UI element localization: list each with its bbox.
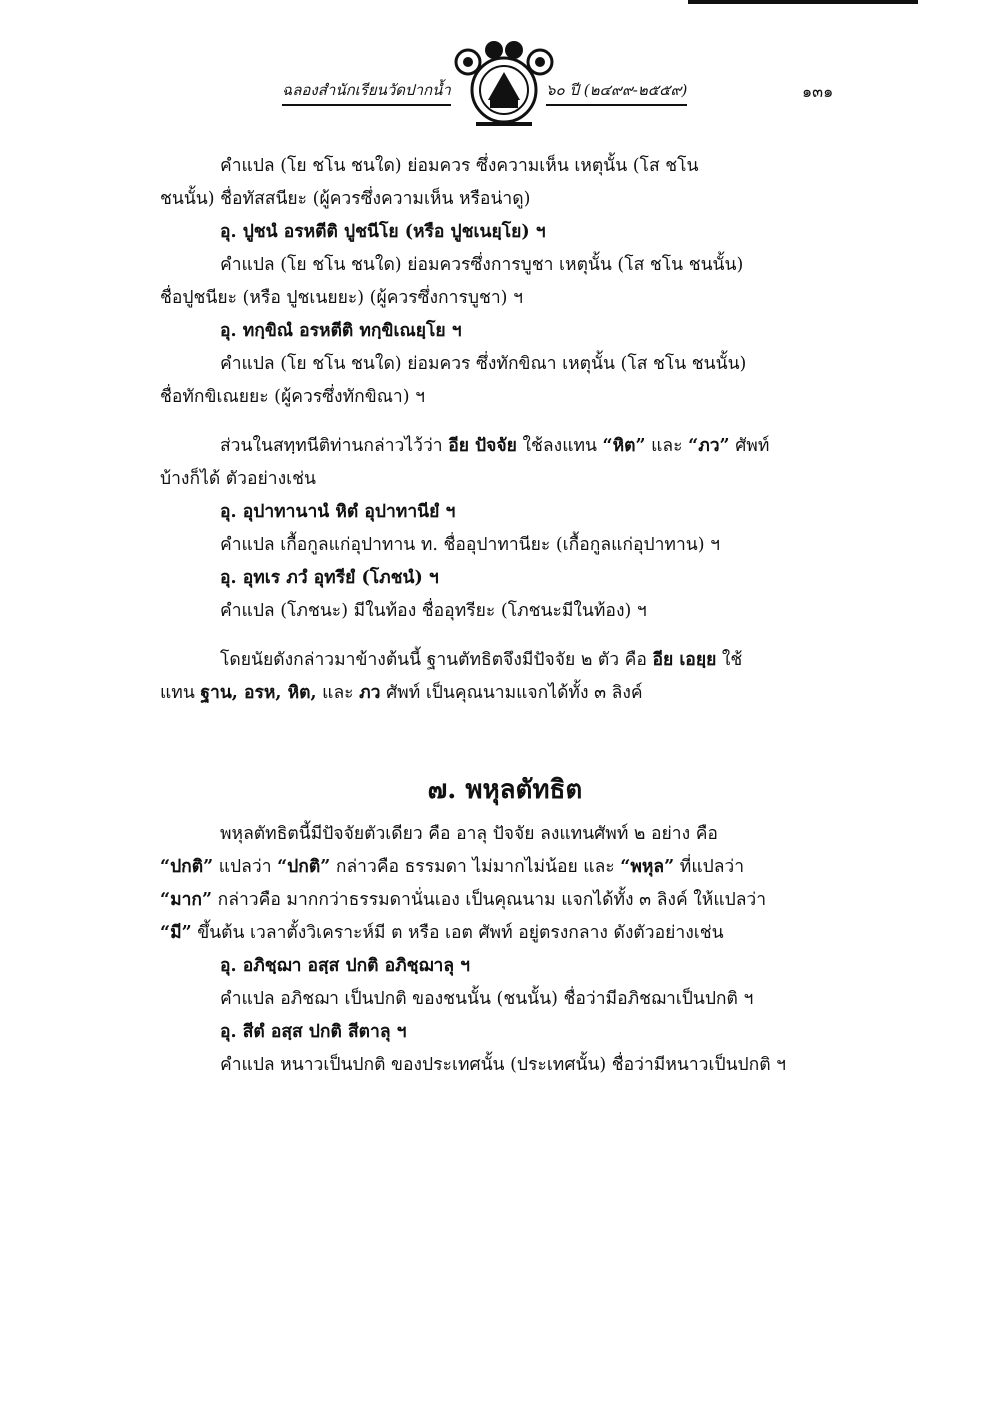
text-run: โดยนัยดังกล่าวมาข้างต้นนี้ ฐานตัทธิตจึงมีปัจจัย ๒ ตัว คือ [220,650,653,670]
example-line [160,562,850,595]
translation-line: คำแปล (โย ชโน ชนใด) ย่อมควร ซึ่งความเห็น เหตุนั้น (โส ชโน [220,156,699,176]
page-header [282,40,872,132]
translation-line: ชนนั้น) ชื่อทัสสนียะ (ผู้ควรซึ่งความเห็น หรือน่าดู) [160,189,531,209]
example-line [160,315,850,348]
text-run-bold: ภว [359,683,381,703]
header-anniversary: ๖๐ ปี (๒๔๙๙-๒๕๕๙) [546,78,687,106]
example-text: อุ. ปูชนํ อรหตีติ ปูชนีโย (หรือ ปูชเนยฺโย) ฯ [220,222,546,242]
section-heading: ๗. พหุลตัทธิต [427,775,583,805]
header-left-title: ฉลองสำนักเรียนวัดปากน้ำ [282,78,451,106]
text-run-bold: ฐาน, อรห, หิต, [200,683,317,703]
text-run-bold: อีย ปัจจัย [448,436,517,456]
text-run-bold: “ปกติ” [277,857,331,877]
text-run-bold: “ภว” [688,436,730,456]
text-run-bold: “พหุล” [620,857,675,877]
spacer [160,414,850,430]
text-run: กล่าวคือ ธรรมดา ไม่มากไม่น้อย และ [330,857,621,877]
translation-line: คำแปล (โย ชโน ชนใด) ย่อมควร ซึ่งทักขิณา เหตุนั้น (โส ชโน ชนนั้น) [220,354,747,374]
text-run-bold: “หิต” [602,436,646,456]
example-text: อุ. อภิชฺฌา อสฺส ปกติ อภิชฺฌาลุ ฯ [220,956,470,976]
paragraph-line [160,851,850,884]
text-run: ศัพท์ เป็นคุณนามแจกได้ทั้ง ๓ ลิงค์ [380,683,643,703]
paragraph-line [160,677,850,710]
paragraph-line: บ้างก็ได้ ตัวอย่างเช่น [160,469,316,489]
translation-line: คำแปล (โย ชโน ชนใด) ย่อมควรซึ่งการบูชา เหตุนั้น (โส ชโน ชนนั้น) [220,255,744,275]
text-run-bold: อีย เอยฺย [652,650,717,670]
example-line [160,216,850,249]
text-run: และ [316,683,360,703]
text-run: ขึ้นต้น เวลาตั้งวิเคราะห์มี ต หรือ เอต ศัพท์ อยู่ตรงกลาง ดังตัวอย่างเช่น [191,923,724,943]
text-run: ที่แปลว่า [674,857,745,877]
text-run: ส่วนในสทฺทนีติท่านกล่าวไว้ว่า [220,436,449,456]
translation-line: คำแปล เกื้อกูลแก่อุปาทาน ท. ชื่ออุปาทานียะ (เกื้อกูลแก่อุปาทาน) ฯ [220,535,720,555]
paragraph-line [160,644,850,677]
text-run-bold: “มาก” [160,890,213,910]
text-run-bold: “มี” [160,923,192,943]
paragraph-line: พหุลตัทธิตนี้มีปัจจัยตัวเดียว คือ อาลุ ปัจจัย ลงแทนศัพท์ ๒ อย่าง คือ [220,824,718,844]
example-text: อุ. ทกฺขิณํ อรหตีติ ทกฺขิเณยฺโย ฯ [220,321,462,341]
spacer [160,628,850,644]
translation-line: ชื่อปูชนียะ (หรือ ปูชเนยยะ) (ผู้ควรซึ่งการบูชา) ฯ [160,288,523,308]
page-number: ๑๓๑ [802,82,834,101]
page-body [160,150,850,1082]
text-run: แปลว่า [213,857,278,877]
text-run: ศัพท์ [729,436,770,456]
example-text: อุ. สีตํ อสฺส ปกติ สีตาลุ ฯ [220,1022,407,1042]
temple-seal-icon [454,40,554,132]
paragraph-line [160,430,850,463]
text-run: ใช้ [716,650,743,670]
example-line [160,1016,850,1049]
translation-line: คำแปล (โภชนะ) มีในท้อง ชื่ออุทรียะ (โภชนะมีในท้อง) ฯ [220,601,647,621]
translation-line: คำแปล หนาวเป็นปกติ ของประเทศนั้น (ประเทศนั้น) ชื่อว่ามีหนาวเป็นปกติ ฯ [220,1055,786,1075]
paragraph-line [160,884,850,917]
translation-line: คำแปล อภิชฌา เป็นปกติ ของชนนั้น (ชนนั้น) ชื่อว่ามีอภิชฌาเป็นปกติ ฯ [220,989,754,1009]
spacer [160,710,850,762]
text-run: กล่าวคือ มากกว่าธรรมดานั่นเอง เป็นคุณนาม แจกได้ทั้ง ๓ ลิงค์ ให้แปลว่า [212,890,767,910]
paragraph-line [160,917,850,950]
top-rule-line [688,0,918,4]
text-run: ใช้ลงแทน [516,436,603,456]
translation-line: ชื่อทักขิเณยยะ (ผู้ควรซึ่งทักขิณา) ฯ [160,387,425,407]
example-line [160,950,850,983]
example-line [160,496,850,529]
example-text: อุ. อุปาทานานํ หิตํ อุปาทานียํ ฯ [220,502,456,522]
text-run: แทน [160,683,201,703]
text-run-bold: “ปกติ” [160,857,214,877]
example-text: อุ. อุทเร ภวํ อุทรียํ (โภชนํ) ฯ [220,568,439,588]
text-run: และ [645,436,689,456]
